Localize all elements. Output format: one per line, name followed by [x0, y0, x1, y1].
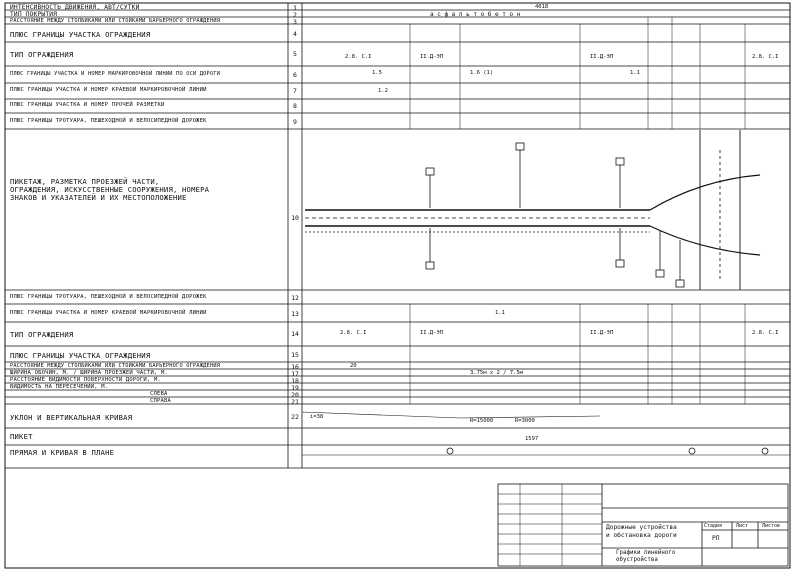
title-col-sheet: Лист: [736, 523, 749, 529]
row-label-picket: ПИКЕТ: [10, 432, 33, 441]
curve-r1: R=15000: [470, 418, 494, 424]
row-label-5: ТИП ОГРАЖДЕНИЯ: [10, 50, 74, 59]
intensity-value: 4018: [535, 4, 549, 10]
row-number-5: 5: [293, 50, 297, 58]
title-line-1: Дорожные устройства: [606, 524, 677, 531]
row-label-21: СПРАВА: [150, 398, 172, 404]
guard-type-a: 2.8. C.I: [345, 54, 372, 60]
row-label-15: ПЛЮС ГРАНИЦЫ УЧАСТКА ОГРАЖДЕНИЯ: [10, 351, 151, 360]
row-number-21: 21: [291, 398, 299, 406]
edge-marking-bottom: 1.1: [495, 310, 505, 316]
guard-type-bottom-b: II.Д-ЭП: [420, 330, 444, 336]
guard-type-bottom-a: 2.8. C.I: [340, 330, 367, 336]
row-label-4: ПЛЮС ГРАНИЦЫ УЧАСТКА ОГРАЖДЕНИЯ: [10, 30, 151, 39]
row-number-1: 1: [293, 4, 297, 12]
row-number-12: 12: [291, 294, 299, 302]
row-number-17: 17: [291, 370, 299, 378]
spacing-value: 20: [350, 363, 357, 369]
row-label-3: РАССТОЯНИЕ МЕЖДУ СТОЛБИКАМИ ИЛИ СТОЙКАМИ БАРЬЕРНОГО ОГРАЖДЕНИЯ: [10, 18, 221, 24]
row-number-3: 3: [293, 18, 297, 26]
row-number-19: 19: [291, 384, 299, 392]
width-value: 3.75м x 2 / 7.5м: [470, 370, 523, 376]
guard-type-bottom-d: 2.8. C.I: [752, 330, 779, 336]
guard-type-b: II.Д-ЭП: [420, 54, 444, 60]
row-label-8: ПЛЮС ГРАНИЦЫ УЧАСТКА И НОМЕР ПРОЧЕЙ РАЗМЕТКИ: [10, 102, 165, 108]
row-label-19: ВИДИМОСТЬ НА ПЕРЕСЕЧЕНИИ, М.: [10, 384, 109, 390]
row-number-10: 10: [291, 214, 299, 222]
row-number-6: 6: [293, 71, 297, 79]
slope-value: i=38: [310, 414, 324, 420]
row-label-7: ПЛЮС ГРАНИЦЫ УЧАСТКА И НОМЕР КРАЕВОЙ МАРКИРОВОЧНОЙ ЛИНИИ: [10, 87, 207, 93]
row-label-18: РАССТОЯНИЕ ВИДИМОСТИ ПОВЕРХНОСТИ ДОРОГИ, М.: [10, 377, 161, 383]
row-label-plan-curve: ПРЯМАЯ И КРИВАЯ В ПЛАНЕ: [10, 448, 115, 457]
row-number-16: 16: [291, 363, 299, 371]
row-label-6: ПЛЮС ГРАНИЦЫ УЧАСТКА И НОМЕР МАРКИРОВОЧНОЙ ЛИНИИ ПО ОСИ ДОРОГИ: [10, 71, 221, 77]
guard-type-d: 2.8. C.I: [752, 54, 779, 60]
row-number-15: 15: [291, 351, 299, 359]
row-label-17: ШИРИНА ОБОЧИН, М. / ШИРИНА ПРОЕЗЖЕЙ ЧАСТИ, М.: [10, 370, 169, 376]
row-number-9: 9: [293, 118, 297, 126]
marking-2: 1.6 (1): [470, 70, 494, 76]
row-label-12: ПЛЮС ГРАНИЦЫ ТРОТУАРА, ПЕШЕХОДНОЙ И ВЕЛОСИПЕДНОЙ ДОРОЖЕК: [10, 294, 207, 300]
row-label-1: ИНТЕНСИВНОСТЬ ДВИЖЕНИЯ, АВТ/СУТКИ: [10, 4, 140, 11]
curve-r2: R=3000: [515, 418, 535, 424]
guard-type-bottom-c: II.Д-ЭП: [590, 330, 614, 336]
row-label-2: ТИП ПОКРЫТИЯ: [10, 11, 58, 18]
row-number-20: 20: [291, 391, 299, 399]
title-col-stage: Стадия: [704, 523, 723, 529]
row-label-13: ПЛЮС ГРАНИЦЫ УЧАСТКА И НОМЕР КРАЕВОЙ МАРКИРОВОЧНОЙ ЛИНИИ: [10, 310, 207, 316]
title-line-4: обустройства: [616, 557, 658, 563]
row-label-10: ПИКЕТАЖ, РАЗМЕТКА ПРОЕЗЖЕЙ ЧАСТИ, ОГРАЖДЕНИЯ, ИСКУССТВЕННЫЕ СООРУЖЕНИЯ, НОМЕРА ЗНАКОВ И УКАЗАТЕЛЕЙ И ИХ МЕСТОПОЛОЖЕНИЕ: [10, 177, 210, 202]
row-label-20: СЛЕВА: [150, 391, 168, 397]
row-number-18: 18: [291, 377, 299, 385]
row-label-14: ТИП ОГРАЖДЕНИЯ: [10, 330, 74, 339]
marking-3: 1.1: [630, 70, 640, 76]
row-number-22: 22: [291, 413, 299, 421]
title-line-3: Графики линейного: [616, 550, 676, 556]
row-number-13: 13: [291, 310, 299, 318]
edge-marking: 1.2: [378, 88, 388, 94]
row-number-7: 7: [293, 87, 297, 95]
row-label-9: ПЛЮС ГРАНИЦЫ ТРОТУАРА, ПЕШЕХОДНОЙ И ВЕЛОСИПЕДНОЙ ДОРОЖЕК: [10, 118, 207, 124]
row-number-4: 4: [293, 30, 297, 38]
title-col-sheets: Листов: [762, 523, 781, 529]
row-label-22: УКЛОН И ВЕРТИКАЛЬНАЯ КРИВАЯ: [10, 413, 133, 422]
row-number-2: 2: [293, 11, 297, 19]
row-number-14: 14: [291, 330, 299, 338]
picket-length: 1597: [525, 436, 539, 442]
row-label-16: РАССТОЯНИЕ МЕЖДУ СТОЛБИКАМИ ИЛИ СТОЙКАМИ БАРЬЕРНОГО ОГРАЖДЕНИЯ: [10, 363, 221, 369]
row-number-8: 8: [293, 102, 297, 110]
guard-type-c: II.Д-ЭП: [590, 54, 614, 60]
title-stage-value: РП: [712, 535, 720, 542]
marking-1: 1.5: [372, 70, 382, 76]
title-line-2: и обстановка дороги: [606, 532, 677, 539]
pavement-value: а с ф а л ь т о б е т о н: [430, 11, 521, 18]
